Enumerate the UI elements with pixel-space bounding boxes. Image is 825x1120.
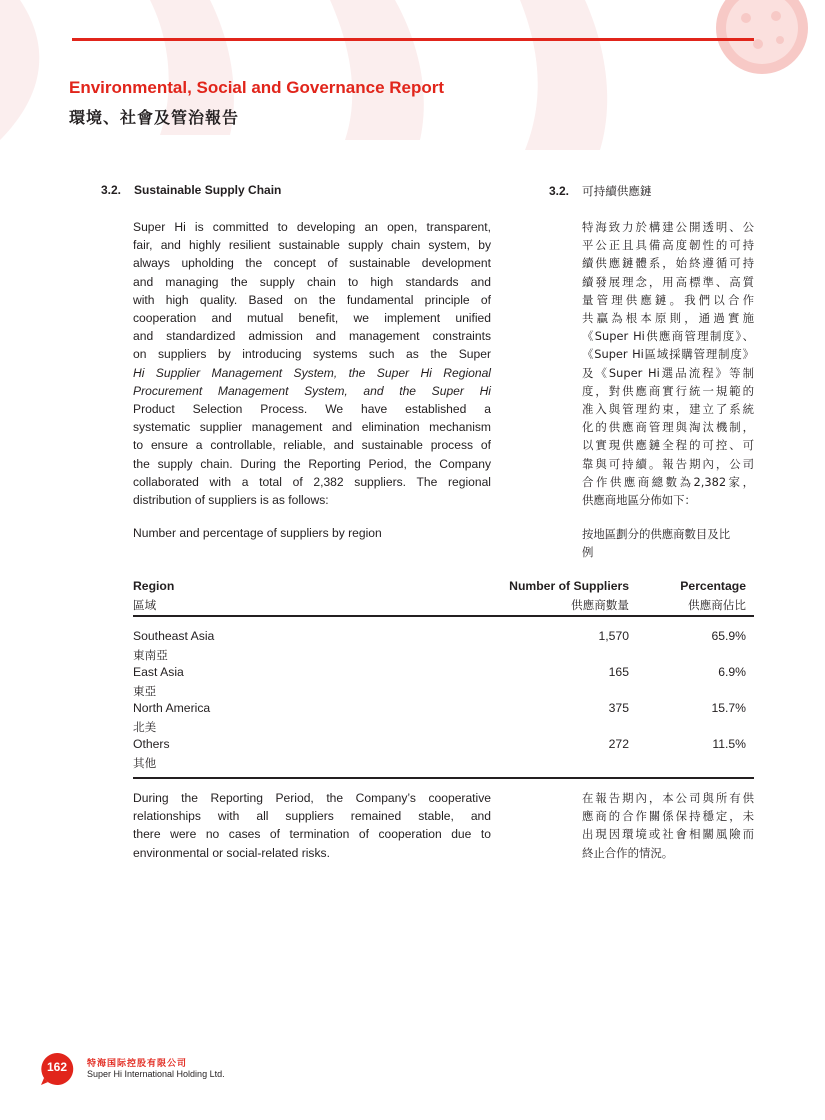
paragraph-line: Procurement Management System, and the Super Hi [133, 383, 491, 398]
paragraph-line: and managing the supply chain to high standards and [133, 274, 491, 289]
section-heading-zh [549, 183, 652, 199]
percentage-cell: 15.7% [711, 701, 746, 715]
region-cell: North America [133, 701, 211, 715]
paragraph-line: collaborated with a total of 2,382 suppliers. The regional [133, 474, 491, 489]
paragraph-line: 終止合作的情況。 [582, 845, 674, 860]
paragraph-line: 以實現供應鏈全程的可控、可 [582, 438, 754, 453]
percentage-cell: 65.9% [711, 629, 746, 643]
percentage-cell: 11.5% [712, 737, 746, 751]
paragraph-line: systematic supplier management and elimination mechanism [133, 420, 491, 435]
paragraph-line: Super Hi is committed to developing an open, transparent, [133, 220, 491, 234]
section-heading-en [101, 183, 281, 197]
column-header-suppliers: Number of Suppliers [509, 579, 629, 593]
table-caption-en: Number and percentage of suppliers by region [133, 526, 382, 540]
paragraph-line: 量管理供應鏈。我們以合作 [582, 292, 754, 307]
section-title-zh: 可持續供應鏈 [582, 184, 652, 198]
paragraph-line: 續供應鏈體系，始終遵循可持 [582, 256, 754, 271]
paragraph-line: 續發展理念，用高標準、高質 [582, 274, 754, 289]
company-name-zh: 特海国际控股有限公司 [87, 1059, 188, 1069]
paragraph-line: During the Reporting Period, the Company’s cooperative [133, 791, 491, 805]
paragraph-line: 出現因環境或社會相關風險而 [582, 827, 754, 842]
paragraph-line: 平公正且具備高度韌性的可持 [582, 238, 754, 253]
section-number: 3.2. [101, 183, 122, 197]
paragraph-line: 應商的合作關係保持穩定，未 [582, 809, 754, 824]
company-name-en: Super Hi International Holding Ltd. [87, 1069, 225, 1079]
report-title-en: Environmental, Social and Governance Report [69, 78, 445, 97]
supplier-count-cell: 165 [608, 665, 629, 679]
header-rule [72, 38, 754, 41]
caption-line: 按地區劃分的供應商數目及比 [582, 527, 731, 541]
paragraph-line: distribution of suppliers is as follows: [133, 493, 329, 508]
paragraph-line: 准入與管理約束，建立了系統 [582, 402, 754, 417]
page-number: 162 [46, 1060, 68, 1074]
paragraph-line: fair, and highly resilient sustainable supply chain system, by [133, 238, 491, 253]
table-bottom-rule [133, 777, 754, 779]
paragraph-line: 特海致力於構建公開透明、公 [582, 220, 754, 234]
paragraph-line: Hi Supplier Management System, the Super Hi Regional [133, 365, 491, 380]
paragraph-line: with high quality. Based on the fundamental principle of [133, 292, 491, 307]
supplier-count-cell: 375 [608, 701, 629, 715]
tomato-slice-icon [716, 0, 808, 74]
column-header-percentage-zh: 供應商佔比 [688, 598, 746, 612]
closing-paragraph-en [133, 789, 491, 862]
section-title-en: Sustainable Supply Chain [134, 183, 282, 197]
region-cell-zh: 其他 [133, 756, 157, 770]
intro-paragraph-zh [582, 218, 754, 509]
paragraph-line: 在報告期內，本公司與所有供 [582, 791, 754, 805]
percentage-cell: 6.9% [718, 665, 746, 679]
column-header-percentage: Percentage [680, 579, 746, 593]
report-title-zh: 環境、社會及管治報告 [69, 110, 240, 127]
paragraph-line: 化的供應商管理與淘汰機制， [582, 420, 754, 435]
paragraph-line: 及《Super Hi選品流程》等制 [582, 365, 754, 380]
paragraph-line: environmental or social-related risks. [133, 845, 330, 860]
paragraph-line: there were no cases of termination of cooperation due to [133, 827, 491, 842]
table-header-rule [133, 615, 754, 617]
paragraph-line: 度，對供應商實行統一規範的 [582, 383, 754, 398]
watermark-swirl-shape [0, 0, 39, 140]
region-cell: Others [133, 737, 170, 751]
table-caption-zh [582, 525, 730, 561]
region-cell: Southeast Asia [133, 629, 215, 643]
intro-paragraph-en [133, 218, 491, 509]
paragraph-line: relationships with all suppliers remained stable, and [133, 809, 491, 824]
supplier-count-cell: 1,570 [598, 629, 629, 643]
region-cell: East Asia [133, 665, 184, 679]
paragraph-line: 靠與可持續。報告期內，公司 [582, 456, 754, 471]
caption-line: 例 [582, 545, 594, 559]
paragraph-line: and standardized admission and management constraints [133, 329, 491, 344]
closing-paragraph-zh [582, 789, 754, 862]
watermark-swirl-shape [330, 0, 424, 140]
paragraph-line: 《Super Hi供應商管理制度》、 [582, 329, 754, 344]
watermark-swirl-shape [520, 0, 607, 150]
paragraph-line: the supply chain. During the Reporting Period, the Company [133, 456, 491, 471]
paragraph-line: 合作供應商總數為2,382家， [582, 474, 754, 489]
paragraph-line: 《Super Hi區域採購管理制度》 [582, 347, 754, 362]
paragraph-line: 供應商地區分佈如下： [582, 493, 696, 508]
paragraph-line: 共贏為根本原則，通過實施 [582, 311, 754, 326]
region-cell-zh: 東南亞 [133, 648, 168, 662]
paragraph-line: Product Selection Process. We have established a [133, 402, 491, 417]
region-cell-zh: 東亞 [133, 684, 157, 698]
supplier-count-cell: 272 [608, 737, 629, 751]
paragraph-line: on suppliers by introducing systems such as the Super [133, 347, 491, 362]
paragraph-line: always upholding the concept of sustainable development [133, 256, 491, 271]
paragraph-line: cooperation and mutual benefit, we implement unified [133, 311, 491, 326]
column-header-region: Region [133, 579, 175, 593]
column-header-suppliers-zh: 供應商數量 [571, 598, 629, 612]
region-cell-zh: 北美 [133, 720, 157, 734]
column-header-region-zh: 區域 [133, 598, 157, 612]
section-number: 3.2. [549, 184, 570, 198]
paragraph-line: to ensure a controllable, reliable, and sustainable process of [133, 438, 491, 453]
